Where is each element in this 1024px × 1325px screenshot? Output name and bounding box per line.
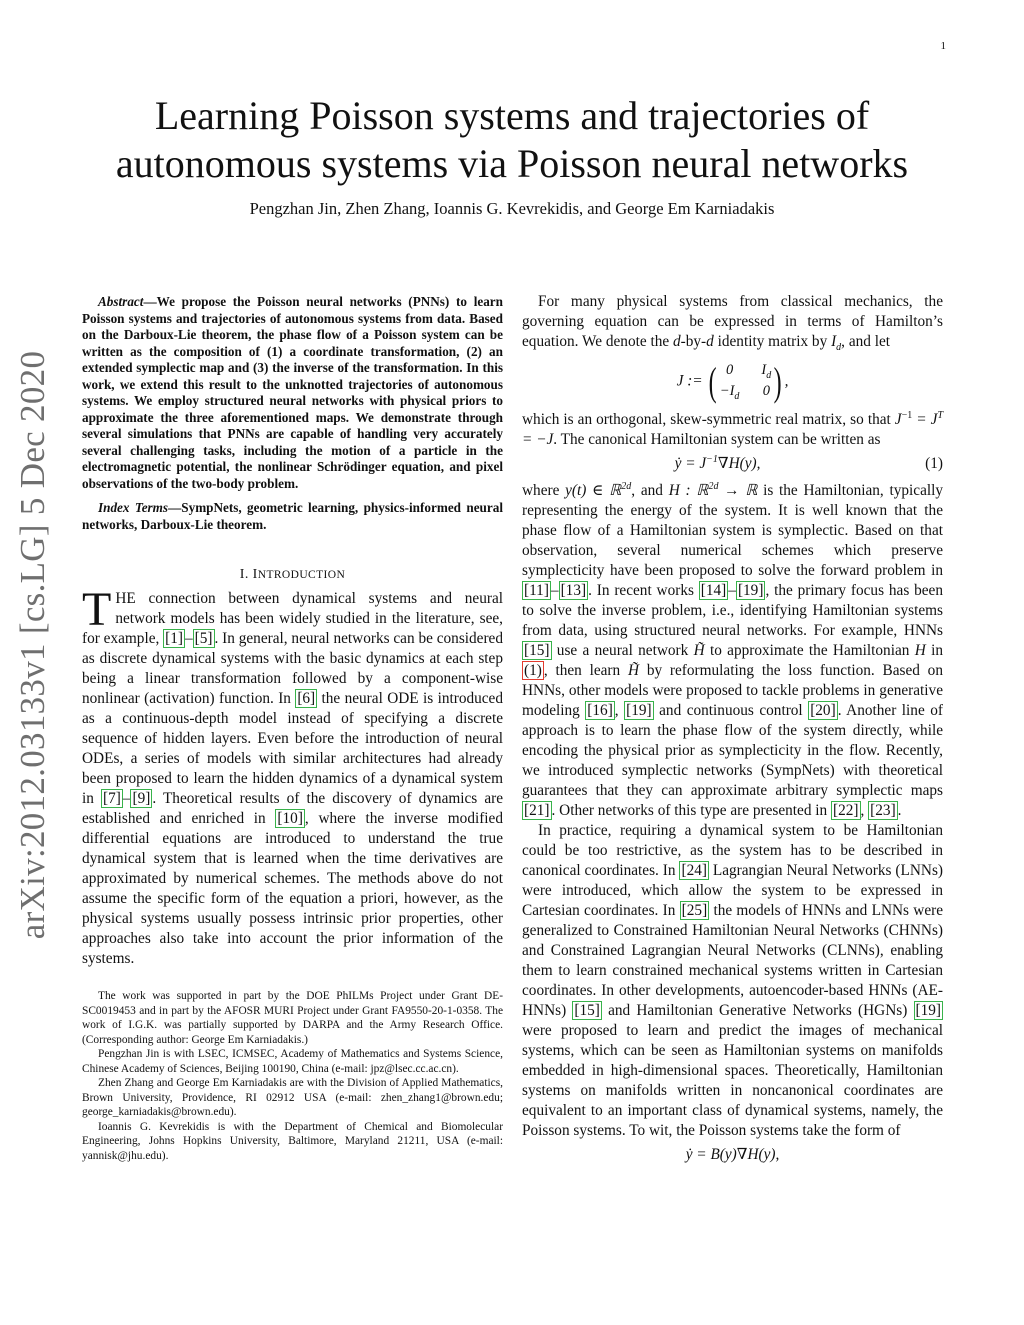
arxiv-id: arXiv:2012.03133v1 [cs.LG] 5 Dec 2020 <box>13 350 53 940</box>
citation-link[interactable]: [15] <box>524 642 550 660</box>
citation-link[interactable]: [21] <box>524 802 550 820</box>
citation-link[interactable]: [19] <box>915 1002 941 1020</box>
arxiv-stamp <box>8 350 58 940</box>
citation-link[interactable]: [10] <box>277 810 303 827</box>
paper-title: Learning Poisson systems and trajectories of autonomous systems via Poisson neural networks <box>115 93 909 186</box>
equation-1: ẏ = $J^{-1}\nabla H(y)$, (1) <box>674 454 943 473</box>
index-terms-text: —SympNets, geometric learning, physics-informed neural networks, Darboux-Lie theorem. <box>82 500 503 532</box>
citation-link[interactable]: [1] <box>165 630 183 647</box>
footnote-affiliation: Pengzhan Jin is with LSEC, ICMSEC, Academy of Mathematics and Systems Science, Chinese Academy of Sciences, Beijing 100190, China (e-mail: jpz@lsec.cc.ac.cn). <box>82 1048 503 1075</box>
equation-link[interactable]: (1) <box>524 662 542 680</box>
citation-link[interactable]: [6] <box>297 690 316 707</box>
section-title-initial: I <box>252 567 258 582</box>
paragraph: where y(t) ∈ ℝ$^{2d}$, and H : ℝ$^{2d}$ → ℝ is the Hamiltonian, typically representing the energy of the system. It is well known that the phase flow of a Hamiltonian system is symplectic. Based on that observation, several numerical schemes which preserve symplecticity have been proposed to solve the forward problem in [11] – [13] . In recent works [14] – [19] , the primary focus has been to solve the inverse problem, i.e., identifying Hamiltonian systems from data, using structured neural networks. For example, HNNs [15] use a neural network H̃ to approximate the Hamiltonian H in (1) , then learn H̃ by reformulating the loss function. Based on HNNs, other models were proposed to tackle problems in generative modeling [16] , [19] and continuous control [20] . Another line of approach is to learn the phase flow of the system directly, while encoding the physical prior as symplecticity in the flow. Recently, we introduced symplectic networks (SympNets) with theoretical guarantees that they can approximate arbitrary symplectic maps [21] . Other networks of this type are presented in [22] , [23] . <box>522 481 944 820</box>
citation-link[interactable]: [24] <box>681 862 707 880</box>
citation-link[interactable]: [19] <box>737 582 764 600</box>
citation-link[interactable]: [7] <box>102 790 121 807</box>
author-list: Pengzhan Jin, Zhen Zhang, Ioannis G. Kevrekidis, and George Em Karniadakis <box>249 199 775 218</box>
drop-cap: T <box>82 583 112 636</box>
citation-link[interactable]: [22] <box>833 802 859 820</box>
abstract-label: Abstract <box>98 294 144 309</box>
citation-link[interactable]: [14] <box>700 582 727 600</box>
citation-link[interactable]: [15] <box>574 1002 600 1020</box>
paragraph: In practice, requiring a dynamical system to be Hamiltonian could be too restrictive, as the system has to be described in canonical coordinates. In [24] Lagrangian Neural Networks (LNNs) were introduced, which allow the system to be expressed in Cartesian coordinates. In [25] the models of HNNs and LNNs were generalized to Constrained Hamiltonian Neural Networks (CHNNs) and Constrained Lagrangian Neural Networks (CLNNs), enabling them to learn constrained mechanical systems written in Cartesian coordinates. In other developments, autoencoder-based HNNs (AE-HNNs) [15] and Hamiltonian Generative Networks (HGNs) [19] were proposed to learn and predict the images of mechanical systems, which can be seen as Hamiltonian systems on manifolds embedded in high-dimensional spaces. Theoretically, Hamiltonian systems on manifolds written in noncanonical coordinates are equivalent to an important class of dynamical systems, namely, the Poisson systems. To wit, the Poisson systems take the form of <box>522 822 944 1140</box>
citation-link[interactable]: [25] <box>681 902 708 920</box>
index-terms-label: Index Terms <box>98 500 169 515</box>
citation-link[interactable]: [20] <box>810 702 836 720</box>
intro-paragraph: THE connection between dynamical systems and neural network models has been widely studied in the literature, see, for example, [1] – [5] . In general, neural networks can be considered as discrete dynamical systems with the basic dynamics at each step being a linear transformation followed by a component-wise nonlinear (activation) function. In [6] the neural ODE is introduced as a continuous-depth model instead of specifying a discrete sequence of hidden layers. Even before the introduction of neural ODEs, a series of models with similar architectures had already been proposed to learn the hidden dynamics of a dynamical system in [7] – [9] . Theoretical results of the discovery of dynamics are established and enriched in [10] , where the inverse modified differential equations are introduced to understand the true dynamical system that is learned when the time derivatives are approximated by numerical schemes. The methods above do not assume the specific form of the equation a priori, however, as the physical systems usually possess intrinsic prior properties, other approaches also take into account the prior information of the systems. <box>82 583 503 967</box>
citation-link[interactable]: [19] <box>626 702 652 720</box>
right-column <box>522 292 943 1168</box>
left-column <box>82 294 503 1163</box>
footnote-affiliation: Ioannis G. Kevrekidis is with the Department of Chemical and Biomolecular Engineering, Johns Hopkins University, Baltimore, Maryland 21211, USA (e-mail: yannisk@jhu.edu). <box>82 1120 503 1162</box>
abstract <box>82 294 503 492</box>
equation-poisson: ẏ = B(y)∇H(y), <box>685 1146 780 1164</box>
citation-link[interactable]: [23] <box>870 802 896 820</box>
section-title-rest: NTRODUCTION <box>257 569 346 581</box>
paragraph: For many physical systems from classical mechanics, the governing equation can be expressed in terms of Hamilton’s equation. We denote the d-by-d identity matrix by $I_d$, and let <box>522 293 943 354</box>
equation-number: (1) <box>925 454 943 472</box>
abstract-text: —We propose the Poisson neural networks (PNNs) to learn Poisson systems and trajectories of autonomous systems from data. Based on the Darboux-Lie theorem, the phase flow of a Poisson system can be written as the composition of (1) a coordinate transformation, (2) an extended symplectic map and (3) the inverse of the transformation. In this work, we extend this result to the unknotted trajectories of autonomous systems. We employ structured neural networks with physical priors to approximate the three aforementioned maps. We demonstrate through several simulations that PNNs are capable of handling very accurately several challenging tasks, including the motion of a particle in the electromagnetic potential, the nonlinear Schrödinger equation, and pixel observations of the two-body problem. <box>82 294 503 491</box>
matrix: ( 0 $I_d$ $-I_d$ 0 ) <box>709 359 782 405</box>
citation-link[interactable]: [13] <box>560 582 587 600</box>
paragraph: which is an orthogonal, skew-symmetric real matrix, so that $J^{-1} = J^T = -J$. The canonical Hamiltonian system can be written as <box>522 410 943 449</box>
equation-J: J := ( 0 $I_d$ $-I_d$ 0 ) , <box>676 359 789 405</box>
footnote-funding: The work was supported in part by the DOE PhILMs Project under Grant DE-SC0019453 and in part by the AFOSR MURI Project under Grant FA9550-20-1-0358. The work of I.G.K. was partially supported by DARPA and the Army Research Office. (Corresponding author: George Em Karniadakis.) <box>82 990 503 1046</box>
citation-link[interactable]: [5] <box>194 630 213 647</box>
page-number: 1 <box>940 40 946 52</box>
citation-link[interactable]: [9] <box>132 790 151 807</box>
index-terms <box>82 500 503 533</box>
section-heading <box>82 567 503 583</box>
footnote-affiliation: Zhen Zhang and George Em Karniadakis are with the Division of Applied Mathematics, Brown University, Providence, RI 02912 USA (e-mail: zhen_zhang1@brown.edu; george_karniadakis@brown.edu). <box>82 1077 503 1118</box>
citation-link[interactable]: [16] <box>587 702 613 720</box>
section-number: I. <box>239 567 249 582</box>
citation-link[interactable]: [11] <box>524 582 549 600</box>
